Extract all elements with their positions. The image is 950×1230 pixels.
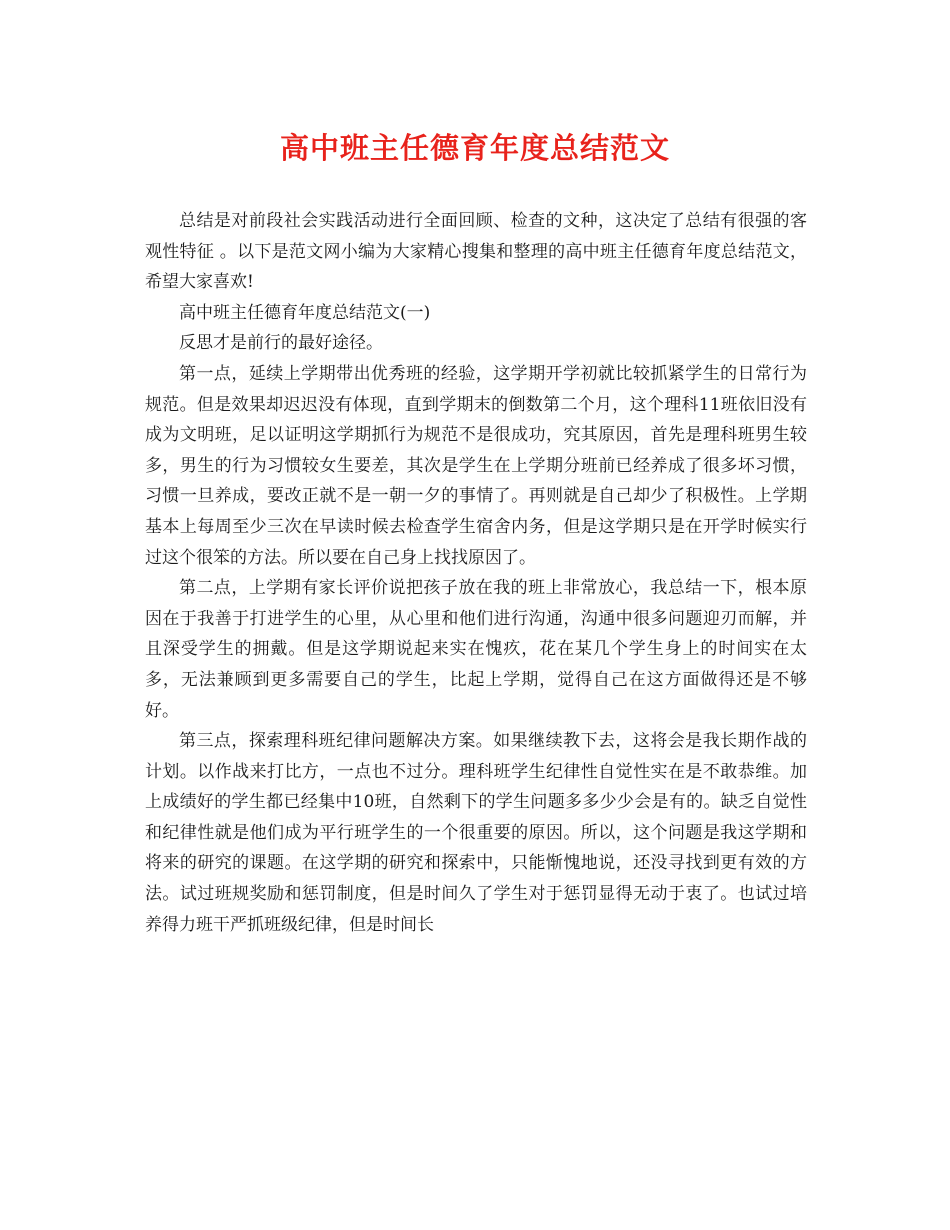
document-body bbox=[145, 206, 807, 940]
body-paragraph: 第三点，探索理科班纪律问题解决方案。如果继续教下去，这将会是我长期作战的计划。以作战来打比方，一点也不过分。理科班学生纪律性自觉性实在是不敢恭维。加上成绩好的学生都已经集中10班，自然剩下的学生问题多多少少会是有的。缺乏自觉性和纪律性就是他们成为平行班学生的一个很重要的原因。所以，这个问题是我这学期和将来的研究的课题。在这学期的研究和探索中，只能惭愧地说，还没寻找到更有效的方法。试过班规奖励和惩罚制度，但是时间久了学生对于惩罚显得无动于衷了。也试过培养得力班干严抓班级纪律，但是时间长 bbox=[145, 731, 807, 935]
body-paragraph: 第二点，上学期有家长评价说把孩子放在我的班上非常放心，我总结一下，根本原因在于我善于打进学生的心里，从心里和他们进行沟通，沟通中很多问题迎刃而解，并且深受学生的拥戴。但是这学期说起来实在愧疚，花在某几个学生身上的时间实在太多，无法兼顾到更多需要自己的学生，比起上学期，觉得自己在这方面做得还是不够好。 bbox=[145, 578, 807, 721]
body-paragraph: 反思才是前行的最好途径。 bbox=[179, 333, 383, 354]
section-heading: 高中班主任德育年度总结范文(一) bbox=[179, 302, 431, 323]
body-paragraph: 第一点，延续上学期带出优秀班的经验，这学期开学初就比较抓紧学生的日常行为规范。但是效果却迟迟没有体现，直到学期末的倒数第二个月，这个理科11班依旧没有成为文明班，足以证明这学期抓行为规范不是很成功，究其原因，首先是理科班男生较多，男生的行为习惯较女生要差，其次是学生在上学期分班前已经养成了很多坏习惯，习惯一旦养成，要改正就不是一朝一夕的事情了。再则就是自己却少了积极性。上学期基本上每周至少三次在早读时候去检查学生宿舍内务，但是这学期只是在开学时候实行过这个很笨的方法。所以要在自己身上找找原因了。 bbox=[145, 363, 807, 568]
intro-paragraph: 总结是对前段社会实践活动进行全面回顾、检查的文种，这决定了总结有很强的客观性特征 。以下是范文网小编为大家精心搜集和整理的高中班主任德育年度总结范文，希望大家喜欢! bbox=[145, 211, 807, 293]
document-title: 高中班主任德育年度总结范文 bbox=[279, 131, 670, 165]
